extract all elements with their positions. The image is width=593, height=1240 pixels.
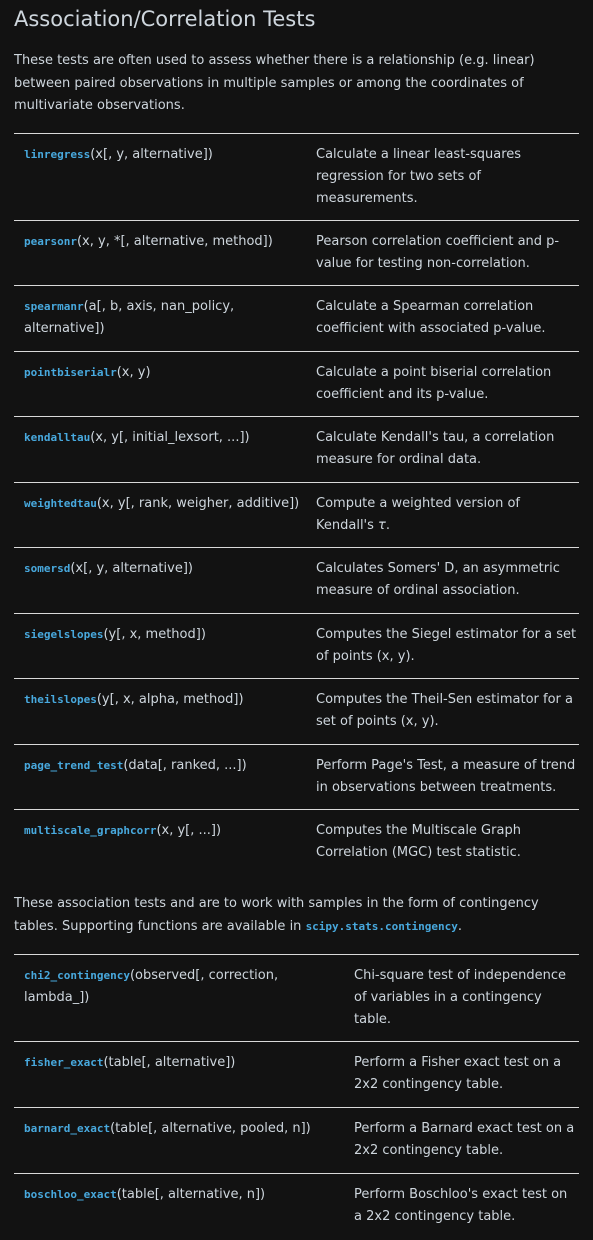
description-text: Compute a weighted version of Kendall's	[316, 495, 521, 533]
test-row	[14, 351, 579, 417]
contingency-test-row	[14, 1108, 579, 1174]
function-args: (x[, y, alternative])	[70, 561, 193, 576]
function-args: (table[, alternative, n])	[116, 1187, 266, 1202]
function-signature	[14, 1108, 354, 1174]
function-link[interactable]: weightedtau	[24, 496, 97, 510]
function-args: (x[, y, alternative])	[90, 146, 213, 162]
description-text: Pearson correlation coefficient and p-value for testing non-correlation.	[316, 233, 560, 271]
function-description	[316, 744, 579, 810]
test-row	[14, 744, 579, 810]
description-text: Computes the Multiscale Graph Correlation (MGC) test statistic.	[316, 823, 521, 860]
function-link[interactable]: somersd	[24, 562, 71, 575]
description-text: Calculate Kendall's tau, a correlation measure for ordinal data.	[316, 430, 555, 467]
function-signature	[14, 351, 316, 417]
description-text: Perform Boschloo's exact test on a 2x2 contingency table.	[354, 1187, 568, 1224]
function-signature	[14, 482, 316, 548]
function-signature	[14, 417, 316, 483]
test-row	[14, 133, 579, 220]
test-row	[14, 613, 579, 679]
function-signature	[14, 810, 316, 876]
contingency-test-row	[14, 1042, 579, 1108]
function-args: (table[, alternative, pooled, n])	[110, 1121, 311, 1136]
function-args: (table[, alternative])	[103, 1055, 236, 1070]
function-args: (y[, x, method])	[103, 626, 206, 642]
function-description	[316, 613, 579, 679]
function-signature	[14, 955, 354, 1042]
function-link[interactable]: spearmanr	[24, 300, 84, 313]
function-signature	[14, 220, 316, 286]
function-description	[316, 351, 579, 417]
description-text: Calculates Somers' D, an asymmetric measure of ordinal association.	[316, 561, 560, 598]
description-suffix: .	[385, 517, 391, 533]
function-args: (y[, x, alpha, method])	[96, 692, 244, 707]
function-link[interactable]: fisher_exact	[24, 1056, 104, 1069]
function-description	[316, 220, 579, 286]
function-signature	[14, 548, 316, 614]
tau-symbol: τ	[378, 517, 386, 533]
description-text: Computes the Siegel estimator for a set of points (x, y).	[316, 626, 577, 664]
function-description	[316, 286, 579, 352]
function-link[interactable]: theilslopes	[24, 693, 97, 706]
contingency-intro-text: These association tests and are to work with samples in the form of contingency tables. Supporting functions are available in	[14, 896, 539, 934]
test-row	[14, 810, 579, 876]
test-row	[14, 220, 579, 286]
function-description	[316, 133, 579, 220]
function-link[interactable]: chi2_contingency	[24, 969, 130, 982]
function-args: (x, y[, initial_lexsort, ...])	[90, 430, 250, 445]
function-link[interactable]: page_trend_test	[24, 758, 124, 772]
function-signature	[14, 679, 316, 745]
test-row	[14, 417, 579, 483]
function-description	[316, 548, 579, 614]
function-signature	[14, 1042, 354, 1108]
contingency-module-link[interactable]: scipy.stats.contingency	[305, 919, 458, 933]
function-link[interactable]: pointbiserialr	[24, 365, 117, 379]
contingency-tests-table	[14, 954, 579, 1240]
function-signature	[14, 613, 316, 679]
function-args: (x, y)	[116, 364, 151, 380]
function-args: (x, y[, rank, weigher, additive])	[96, 495, 300, 511]
test-row	[14, 482, 579, 548]
test-row	[14, 286, 579, 352]
function-args: (x, y[, ...])	[156, 823, 222, 838]
function-args: (a[, b, axis, nan_policy, alternative])	[24, 299, 235, 336]
function-link[interactable]: linregress	[24, 147, 91, 161]
function-description	[316, 417, 579, 483]
description-text: Perform Page's Test, a measure of trend in observations between treatments.	[316, 757, 576, 795]
intro-paragraph: These tests are often used to assess whether there is a relationship (e.g. linear) between paired observations in multiple samples or among the coordinates of multivariate observations.	[14, 53, 535, 113]
description-text: Computes the Theil-Sen estimator for a set of points (x, y).	[316, 692, 573, 729]
description-text: Perform a Fisher exact test on a 2x2 contingency table.	[354, 1055, 562, 1092]
function-signature	[14, 286, 316, 352]
function-link[interactable]: boschloo_exact	[24, 1188, 117, 1201]
contingency-test-row	[14, 955, 579, 1042]
page-title: Association/Correlation Tests	[14, 7, 316, 31]
contingency-intro-paragraph	[14, 893, 579, 938]
function-signature	[14, 133, 316, 220]
function-description	[316, 810, 579, 876]
description-text: Perform a Barnard exact test on a 2x2 contingency table.	[354, 1121, 575, 1158]
test-row	[14, 679, 579, 745]
function-link[interactable]: kendalltau	[24, 431, 91, 444]
function-description	[354, 955, 579, 1042]
function-description	[316, 482, 579, 548]
function-link[interactable]: siegelslopes	[24, 627, 104, 641]
function-args: (x, y, *[, alternative, method])	[76, 233, 273, 249]
function-signature	[14, 744, 316, 810]
function-link[interactable]: barnard_exact	[24, 1122, 111, 1135]
contingency-intro-suffix: .	[457, 918, 463, 934]
correlation-tests-table	[14, 133, 579, 876]
description-text: Calculate a point biserial correlation coefficient and its p-value.	[316, 364, 552, 402]
function-description	[316, 679, 579, 745]
description-text: Calculate a linear least-squares regression for two sets of measurements.	[316, 146, 522, 206]
function-link[interactable]: pearsonr	[24, 234, 77, 248]
function-args: (observed[, correction, lambda_])	[24, 968, 279, 1005]
description-text: Chi-square test of independence of variables in a contingency table.	[354, 968, 567, 1027]
function-description	[354, 1042, 579, 1108]
function-link[interactable]: multiscale_graphcorr	[24, 824, 157, 837]
function-args: (data[, ranked, ...])	[123, 757, 247, 773]
function-description	[354, 1108, 579, 1174]
test-row	[14, 548, 579, 614]
description-text: Calculate a Spearman correlation coefficient with associated p-value.	[316, 299, 546, 336]
